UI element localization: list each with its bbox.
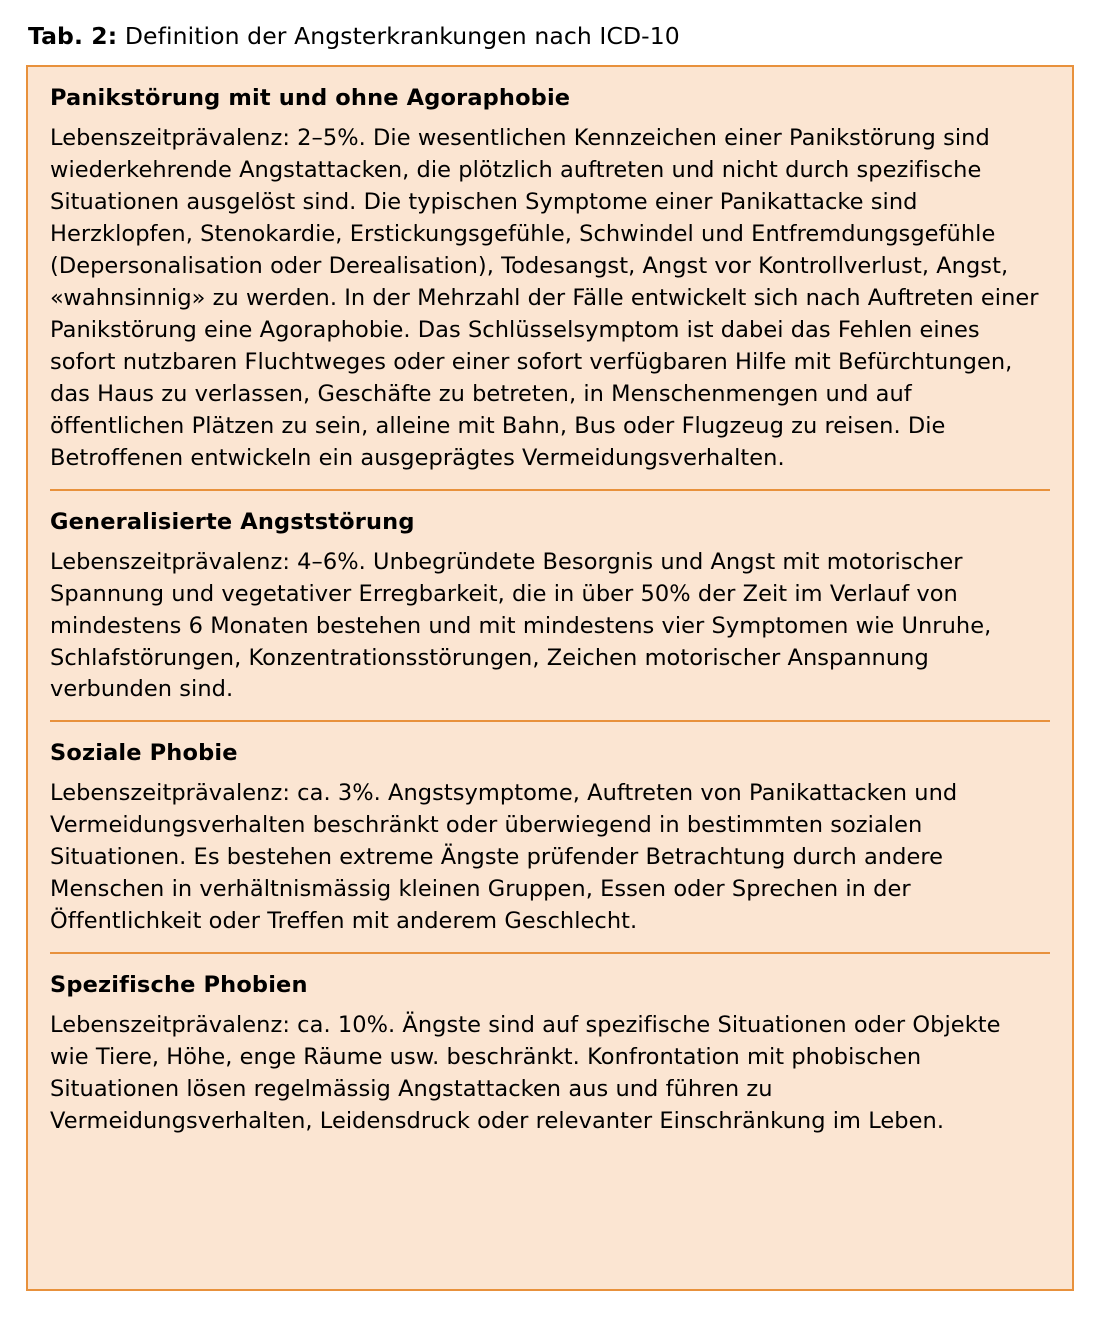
definitions-table [26, 65, 1074, 1291]
section-title: Generalisierte Angststörung [50, 508, 415, 535]
table-section-spezifische-phobien [50, 952, 1050, 1152]
table-section-generalisierte-angststoerung [50, 489, 1050, 721]
table-caption-label: Tab. 2: [28, 22, 118, 50]
section-body: Lebenszeitprävalenz: ca. 10%. Ängste sind auf spezifische Situationen oder Objekte wie Tiere, Höhe, enge Räume usw. beschränkt. Konfrontation mit phobischen Situationen lösen regelmässig Angstattacken aus und führen zu Vermeidungsverhalten, Leidensdruck oder relevanter Einschränkung im Leben. [50, 1012, 1001, 1134]
table-section-panikstoerung [50, 67, 1050, 488]
section-title: Panikstörung mit und ohne Agoraphobie [50, 85, 571, 112]
table-caption [28, 22, 1074, 51]
section-body: Lebenszeitprävalenz: ca. 3%. Angstsymptome, Auftreten von Panikattacken und Vermeidungsverhalten beschränkt oder überwiegend in bestimmten sozialen Situationen. Es bestehen extreme Ängste prüfender Betrachtung durch andere Menschen in verhältnismässig kleinen Gruppen, Essen oder Sprechen in der Öffentlichkeit oder Treffen mit anderem Geschlecht. [50, 780, 958, 935]
table-caption-text: Definition der Angsterkrankungen nach ICD-10 [117, 22, 680, 50]
section-title: Soziale Phobie [50, 740, 238, 767]
table-section-soziale-phobie [50, 720, 1050, 952]
section-body: Lebenszeitprävalenz: 2–5%. Die wesentlichen Kennzeichen einer Panikstörung sind wiederkehrende Angstattacken, die plötzlich auftreten und nicht durch spezifische Situationen ausgelöst sind. Die typischen Symptome einer Panikattacke sind Herzklopfen, Stenokardie, Erstickungsgefühle, Schwindel und Entfremdungsgefühle (Depersonalisation oder Derealisation), Todesangst, Angst vor Kontrollverlust, Angst, «wahnsinnig» zu werden. In der Mehrzahl der Fälle entwickelt sich nach Auftreten einer Panikstörung eine Agoraphobie. Das Schlüsselsymptom ist dabei das Fehlen eines sofort nutzbaren Fluchtweges oder einer sofort verfügbaren Hilfe mit Befürchtungen, das Haus zu verlassen, Geschäfte zu betreten, in Menschenmengen und auf öffentlichen Plätzen zu sein, alleine mit Bahn, Bus oder Flugzeug zu reisen. Die Betroffenen entwickeln ein ausgeprägtes Vermeidungsverhalten. [50, 125, 1039, 471]
section-body: Lebenszeitprävalenz: 4–6%. Unbegründete Besorgnis und Angst mit motorischer Spannung und vegetativer Erregbarkeit, die in über 50% der Zeit im Verlauf von mindestens 6 Monaten bestehen und mit mindestens vier Symptomen wie Unruhe, Schlafstörungen, Konzentrationsstörungen, Zeichen motorischer Anspannung verbunden sind. [50, 548, 992, 703]
section-title: Spezifische Phobien [50, 972, 308, 999]
